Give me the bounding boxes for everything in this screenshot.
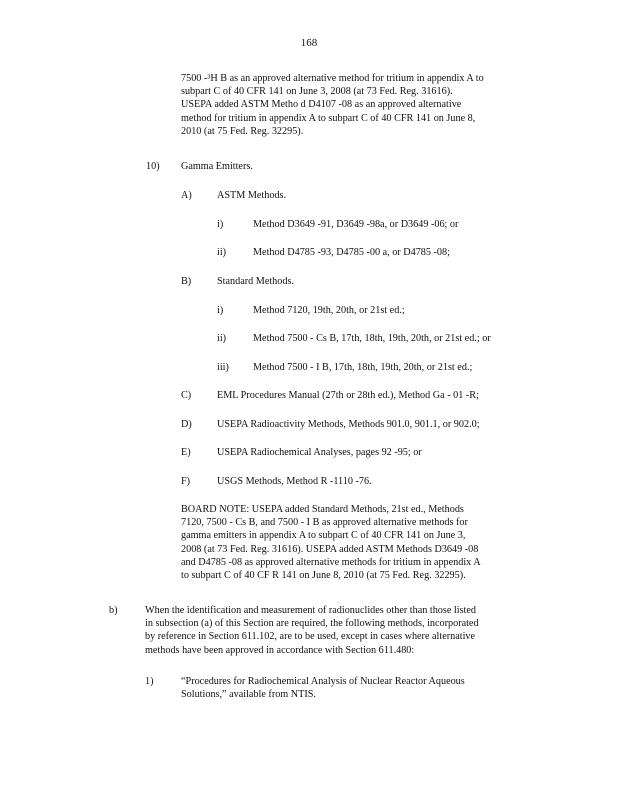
paragraph-line: subpart C of 40 CFR 141 on June 3, 2008 (at 73 Fed. Reg. 31616). <box>181 86 453 98</box>
item-heading: Standard Methods. <box>217 276 294 287</box>
subsection-label: b) <box>109 605 118 616</box>
paragraph-line: USEPA added ASTM Metho d D4107 -08 as an approved alternative <box>181 99 462 111</box>
item-label: C) <box>181 390 192 401</box>
item-label: D) <box>181 419 192 430</box>
paragraph-line: When the identification and measurement of radionuclides other than those listed <box>145 605 476 616</box>
sub-item-text: Method 7500 - I B, 17th, 18th, 19th, 20th, or 21st ed.; <box>253 362 473 373</box>
sub-item-text: Method 7500 - Cs B, 17th, 18th, 19th, 20th, or 21st ed.; or <box>253 333 491 344</box>
paragraph-line: to subpart C of 40 CF R 141 on June 8, 2010 (at 75 Fed. Reg. 32295). <box>181 570 466 582</box>
item-label: 10) <box>146 161 160 172</box>
paragraph-line: gamma emitters in appendix A to subpart C of 40 CFR 141 on June 3, <box>181 530 466 542</box>
sub-item-label: i) <box>217 219 224 230</box>
page-number: 168 <box>300 37 318 49</box>
subsection-paragraph <box>145 604 545 657</box>
item-heading: ASTM Methods. <box>217 190 287 201</box>
top-note-paragraph <box>181 72 541 138</box>
paragraph-line: by reference in Section 611.102, are to be used, except in cases where alternative <box>145 631 476 643</box>
paragraph-line: and D4785 -08 as approved alternative methods for tritium in appendix A <box>181 556 481 568</box>
item-text: USGS Methods, Method R -1110 -76. <box>217 476 372 487</box>
paragraph-line: 2008 (at 73 Fed. Reg. 31616). USEPA added ASTM Methods D3649 -08 <box>181 543 479 555</box>
item-label: F) <box>181 476 191 487</box>
paragraph-line: methods have been approved in accordance with Section 611.480: <box>145 644 415 656</box>
item-label: B) <box>181 276 192 287</box>
paragraph-line: method for tritium in appendix A to subpart C of 40 CFR 141 on June 8, <box>181 112 476 124</box>
sub-item-text: Method D4785 -93, D4785 -00 a, or D4785 -08; <box>253 247 450 258</box>
item-label: E) <box>181 447 191 458</box>
item-paragraph <box>181 675 541 701</box>
sub-item-text: Method 7120, 19th, 20th, or 21st ed.; <box>253 305 405 316</box>
sub-item-label: iii) <box>217 362 229 373</box>
paragraph-line: “Procedures for Radiochemical Analysis of Nuclear Reactor Aqueous <box>181 676 465 687</box>
board-note-paragraph <box>181 503 541 582</box>
item-label: A) <box>181 190 192 201</box>
paragraph-line: Solutions,” available from NTIS. <box>181 689 316 701</box>
item-label: 1) <box>145 676 154 687</box>
paragraph-line: 7120, 7500 - Cs B, and 7500 - I B as approved alternative methods for <box>181 517 468 529</box>
paragraph-line: 7500 -³H B as an approved alternative method for tritium in appendix A to <box>181 73 484 84</box>
item-heading: Gamma Emitters. <box>181 161 253 172</box>
sub-item-label: ii) <box>217 247 227 258</box>
sub-item-label: i) <box>217 305 224 316</box>
paragraph-line: in subsection (a) of this Section are required, the following methods, incorporated <box>145 618 479 630</box>
item-text: USEPA Radioactivity Methods, Methods 901.0, 901.1, or 902.0; <box>217 419 480 430</box>
item-text: EML Procedures Manual (27th or 28th ed.), Method Ga - 01 -R; <box>217 390 479 401</box>
sub-item-text: Method D3649 -91, D3649 -98a, or D3649 -06; or <box>253 219 459 230</box>
sub-item-label: ii) <box>217 333 227 344</box>
paragraph-line: 2010 (at 75 Fed. Reg. 32295). <box>181 125 304 137</box>
item-text: USEPA Radiochemical Analyses, pages 92 -95; or <box>217 447 422 458</box>
paragraph-line: BOARD NOTE: USEPA added Standard Methods, 21st ed., Methods <box>181 504 464 515</box>
